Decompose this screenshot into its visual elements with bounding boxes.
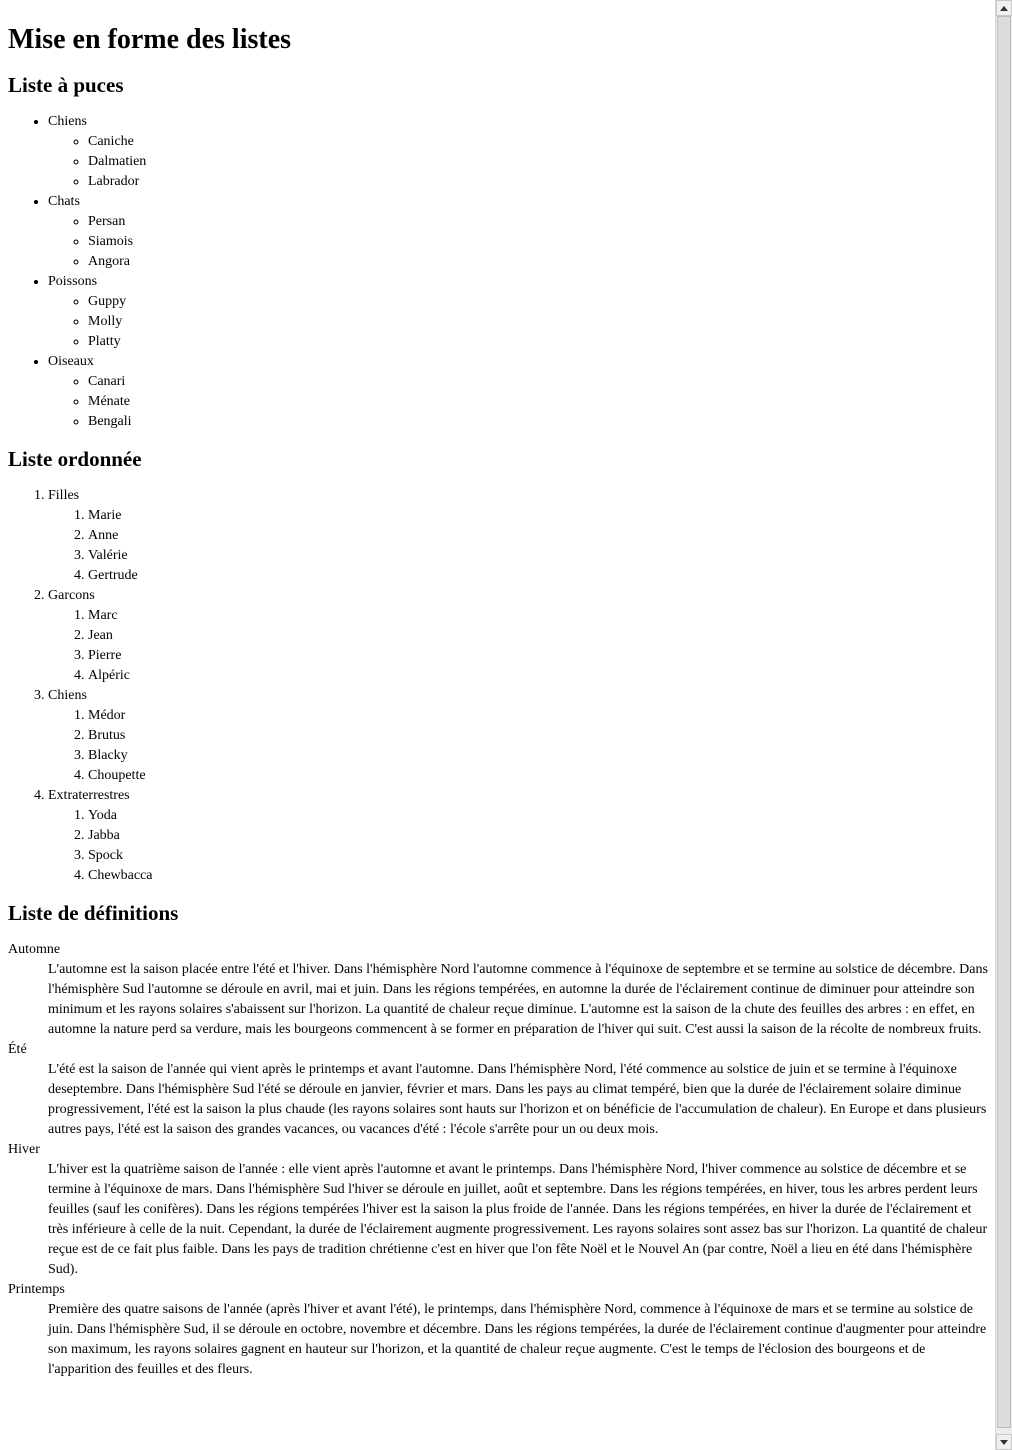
ordered-subitem: 2. Jean: [88, 626, 990, 646]
ordered-subitem: 3. Pierre: [88, 646, 990, 666]
ordered-subitem: 3. Valérie: [88, 546, 990, 566]
ordered-subitem: 3. Blacky: [88, 746, 990, 766]
document-page: [8, 0, 990, 1380]
definition-description: L'été est la saison de l'année qui vient après le printemps et avant l'automne. Dans l'hémisphère Nord, l'été commence au solstice de juin et se termine à l'équinoxe deseptembre. Dans l'hémisphère Sud l'été se déroule en janvier, février et mars. Dans les pays au climat tempéré, bien que la durée de l'éclairement solaire diminue progressivement, l'été est la saison la plus chaude (les rayons solaires sont hauts sur l'horizon et on bénéficie de l'accumulation de chaleur). En Europe et dans plusieurs autres pays, l'été est la saison des grandes vacances, ou vacances d'été : l'école s'arrête pour un ou deux mois.: [48, 1062, 987, 1137]
ordered-subitem: 3. Spock: [88, 846, 990, 866]
ordered-subitem: 2. Jabba: [88, 826, 990, 846]
bullet-item-label: Chats: [48, 194, 80, 209]
ordered-item-extraterrestres: [48, 786, 990, 886]
bullet-sublist: [48, 212, 990, 272]
vertical-scrollbar[interactable]: [995, 0, 1012, 1450]
bullet-subitem: ◦ Ménate: [88, 392, 990, 412]
bullet-item-poissons: [48, 272, 990, 352]
scroll-up-arrow-icon[interactable]: [996, 0, 1012, 16]
ordered-list-heading: Liste ordonnée: [8, 447, 142, 471]
ordered-subitem: 1. Marc: [88, 606, 990, 626]
scrollbar-thumb[interactable]: [997, 16, 1011, 1428]
ordered-subitem: 4. Gertrude: [88, 566, 990, 586]
definition-list: [8, 940, 990, 1380]
bullet-subitem: ◦ Bengali: [88, 412, 990, 432]
bullet-list: [8, 112, 990, 432]
bullet-list-heading: Liste à puces: [8, 73, 124, 97]
bullet-subitem: ◦ Siamois: [88, 232, 990, 252]
bullet-sublist: [48, 372, 990, 432]
ordered-sublist: [48, 806, 990, 886]
ordered-subitem: 1. Marie: [88, 506, 990, 526]
definition-term: Automne: [8, 942, 61, 957]
ordered-subitem: 4. Chewbacca: [88, 866, 990, 886]
ordered-item-chiens: [48, 686, 990, 786]
ordered-item-filles: [48, 486, 990, 586]
ordered-item-garcons: [48, 586, 990, 686]
definition-term: Printemps: [8, 1282, 65, 1297]
bullet-item-chiens: [48, 112, 990, 192]
bullet-sublist: [48, 132, 990, 192]
bullet-item-label: Chiens: [48, 114, 87, 129]
bullet-subitem: ◦ Persan: [88, 212, 990, 232]
ordered-subitem: 2. Anne: [88, 526, 990, 546]
scroll-down-arrow-icon[interactable]: [996, 1434, 1012, 1450]
bullet-subitem: ◦ Platty: [88, 332, 990, 352]
ordered-sublist: [48, 606, 990, 686]
ordered-item-label: Garcons: [48, 588, 95, 603]
definition-term: Hiver: [8, 1142, 40, 1157]
ordered-item-label: Filles: [48, 488, 80, 503]
page-title: Mise en forme des listes: [8, 24, 292, 55]
bullet-sublist: [48, 292, 990, 352]
bullet-subitem: ◦ Angora: [88, 252, 990, 272]
ordered-item-label: Chiens: [48, 688, 87, 703]
ordered-sublist: [48, 506, 990, 586]
definition-list-heading: Liste de définitions: [8, 901, 179, 925]
ordered-subitem: 1. Médor: [88, 706, 990, 726]
bullet-item-label: Oiseaux: [48, 354, 94, 369]
definition-description: L'hiver est la quatrième saison de l'année : elle vient après l'automne et avant le printemps. Dans l'hémisphère Nord, l'hiver commence au solstice de décembre et se termine à l'équinoxe de mars. Dans l'hémisphère Sud l'hiver se déroule en juillet, août et septembre. Dans les régions tempérées, en hiver, tous les arbres perdent leurs feuilles (sauf les conifères). Dans les régions tempérées l'hiver est la saison la plus froide de l'année. Dans les régions tempérées, en hiver la durée de l'éclairement et très inférieure à celle de la nuit. Cependant, la durée de l'éclairement augmente progressivement. Les rayons solaires sont assez bas sur l'horizon. La quantité de chaleur reçue est de ce fait plus faible. Dans les pays de tradition chrétienne c'est en hiver que l'on fête Noël et le Nouvel An (par contre, Noël a lieu en été dans l'hémisphère Sud).: [48, 1162, 988, 1277]
bullet-item-label: Poissons: [48, 274, 98, 289]
definition-description: Première des quatre saisons de l'année (après l'hiver et avant l'été), le printemps, dans l'hémisphère Nord, commence à l'équinoxe de mars et se termine au solstice de juin. Dans l'hémisphère Sud, il se déroule en octobre, novembre et décembre. Dans les régions tempérées, la durée de l'éclairement continue d'augmenter pour atteindre son maximum, les rayons solaires gagnent en hauteur sur l'horizon, et la quantité de chaleur reçue augmente. C'est le temps de l'éclosion des bourgeons et de l'apparition des feuilles et des fleurs.: [48, 1302, 987, 1377]
definition-description: L'automne est la saison placée entre l'été et l'hiver. Dans l'hémisphère Nord l'automne commence à l'équinoxe de septembre et se termine au solstice de décembre. Dans l'hémisphère Sud l'automne se déroule en avril, mai et juin. Dans les régions tempérées, en automne la durée de l'éclairement continue de diminuer pour atteindre son minimum et les rayons solaires s'abaissent sur l'horizon. La quantité de chaleur reçue diminue. L'automne est la saison de la chute des feuilles des arbres : en effet, en automne la nature perd sa verdure, mais les bourgeons commencent à se former en préparation de l'hiver qui suit. C'est aussi la saison de la récolte de nombreux fruits.: [48, 962, 988, 1037]
ordered-subitem: 1. Yoda: [88, 806, 990, 826]
ordered-item-label: Extraterrestres: [48, 788, 130, 803]
bullet-subitem: ◦ Labrador: [88, 172, 990, 192]
bullet-item-chats: [48, 192, 990, 272]
bullet-item-oiseaux: [48, 352, 990, 432]
ordered-list: [8, 486, 990, 886]
ordered-subitem: 4. Choupette: [88, 766, 990, 786]
bullet-subitem: ◦ Molly: [88, 312, 990, 332]
bullet-subitem: ◦ Canari: [88, 372, 990, 392]
bullet-subitem: ◦ Dalmatien: [88, 152, 990, 172]
bullet-subitem: ◦ Caniche: [88, 132, 990, 152]
ordered-subitem: 4. Alpéric: [88, 666, 990, 686]
ordered-subitem: 2. Brutus: [88, 726, 990, 746]
bullet-subitem: ◦ Guppy: [88, 292, 990, 312]
ordered-sublist: [48, 706, 990, 786]
definition-term: Été: [8, 1042, 27, 1057]
